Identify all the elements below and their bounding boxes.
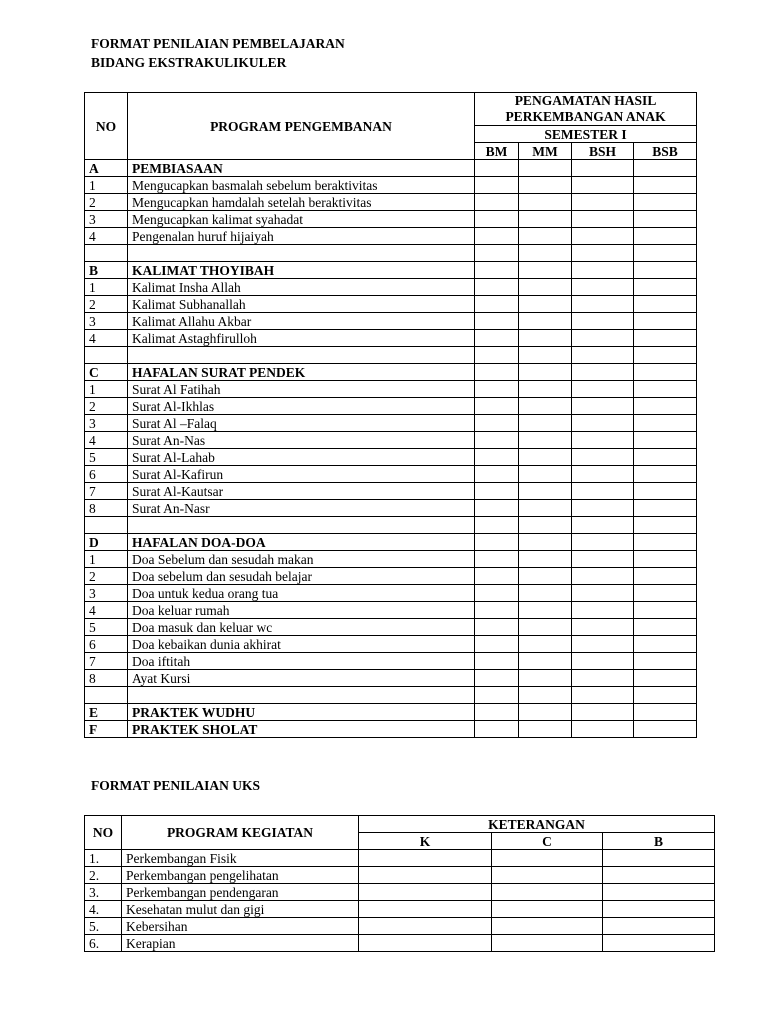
- uks-item-text: Kebersihan: [122, 918, 359, 935]
- item-grade-cell: [572, 500, 634, 517]
- table-row: [85, 884, 715, 901]
- section-title: PEMBIASAAN: [128, 160, 475, 177]
- table-row: [85, 867, 715, 884]
- uks-grade-header-c: C: [492, 833, 603, 850]
- item-grade-cell: [519, 449, 572, 466]
- item-grade-cell: [572, 449, 634, 466]
- table-row: [85, 466, 697, 483]
- uks-column-group-header-remarks: KETERANGAN: [359, 816, 715, 833]
- uks-grade-header-k: K: [359, 833, 492, 850]
- item-number: 1: [85, 279, 128, 296]
- item-grade-cell: [634, 466, 697, 483]
- item-grade-cell: [519, 653, 572, 670]
- item-grade-cell: [572, 483, 634, 500]
- item-number: 1: [85, 551, 128, 568]
- uks-grade-cell: [603, 901, 715, 918]
- spacer-grade-cell: [519, 687, 572, 704]
- item-grade-cell: [634, 636, 697, 653]
- item-grade-cell: [634, 585, 697, 602]
- item-grade-cell: [572, 398, 634, 415]
- item-number: 8: [85, 670, 128, 687]
- item-grade-cell: [572, 279, 634, 296]
- item-number: 3: [85, 211, 128, 228]
- uks-item-number: 1.: [85, 850, 122, 867]
- grade-header-bm: BM: [475, 143, 519, 160]
- table-row: [85, 619, 697, 636]
- table-row: [85, 602, 697, 619]
- item-text: Mengucapkan hamdalah setelah beraktivitas: [128, 194, 475, 211]
- uks-table-body: [85, 850, 715, 952]
- item-number: 2: [85, 296, 128, 313]
- item-number: 8: [85, 500, 128, 517]
- assessment-table-body: [85, 160, 697, 738]
- table-row: [85, 211, 697, 228]
- item-text: Pengenalan huruf hijaiyah: [128, 228, 475, 245]
- spacer-cell: [85, 347, 128, 364]
- spacer-grade-cell: [475, 347, 519, 364]
- item-text: Doa iftitah: [128, 653, 475, 670]
- item-grade-cell: [519, 381, 572, 398]
- item-text: Kalimat Subhanallah: [128, 296, 475, 313]
- item-grade-cell: [519, 211, 572, 228]
- section-header-row: [85, 364, 697, 381]
- section-grade-cell: [519, 364, 572, 381]
- spacer-cell: [128, 347, 475, 364]
- section-grade-cell: [475, 721, 519, 738]
- item-number: 3: [85, 415, 128, 432]
- item-grade-cell: [634, 619, 697, 636]
- form-title-line-1: FORMAT PENILAIAN PEMBELAJARAN: [91, 36, 345, 51]
- item-grade-cell: [519, 194, 572, 211]
- item-grade-cell: [634, 432, 697, 449]
- item-number: 7: [85, 483, 128, 500]
- item-text: Doa sebelum dan sesudah belajar: [128, 568, 475, 585]
- item-grade-cell: [475, 670, 519, 687]
- uks-grade-cell: [359, 901, 492, 918]
- item-grade-cell: [634, 228, 697, 245]
- item-number: 4: [85, 432, 128, 449]
- item-grade-cell: [519, 432, 572, 449]
- spacer-grade-cell: [572, 517, 634, 534]
- section-grade-cell: [572, 534, 634, 551]
- grade-header-bsh: BSH: [572, 143, 634, 160]
- section-header-row: [85, 704, 697, 721]
- column-group-header-observation: PENGAMATAN HASIL PERKEMBANGAN ANAK: [475, 93, 697, 126]
- section-grade-cell: [519, 721, 572, 738]
- item-grade-cell: [634, 602, 697, 619]
- item-grade-cell: [519, 670, 572, 687]
- item-text: Surat An-Nasr: [128, 500, 475, 517]
- table-row: [85, 483, 697, 500]
- item-grade-cell: [572, 415, 634, 432]
- uks-grade-cell: [603, 935, 715, 952]
- section-grade-cell: [519, 160, 572, 177]
- item-grade-cell: [475, 177, 519, 194]
- item-grade-cell: [572, 585, 634, 602]
- spacer-grade-cell: [572, 245, 634, 262]
- item-grade-cell: [519, 551, 572, 568]
- item-text: Ayat Kursi: [128, 670, 475, 687]
- item-grade-cell: [519, 619, 572, 636]
- item-text: Doa kebaikan dunia akhirat: [128, 636, 475, 653]
- section-grade-cell: [475, 364, 519, 381]
- spacer-grade-cell: [634, 347, 697, 364]
- item-grade-cell: [475, 432, 519, 449]
- uks-grade-cell: [603, 918, 715, 935]
- item-grade-cell: [519, 398, 572, 415]
- item-number: 3: [85, 585, 128, 602]
- table-row: [85, 228, 697, 245]
- uks-grade-header-b: B: [603, 833, 715, 850]
- item-grade-cell: [475, 313, 519, 330]
- item-grade-cell: [475, 653, 519, 670]
- item-grade-cell: [572, 211, 634, 228]
- item-grade-cell: [475, 296, 519, 313]
- item-grade-cell: [572, 432, 634, 449]
- item-grade-cell: [475, 449, 519, 466]
- item-grade-cell: [519, 313, 572, 330]
- uks-grade-cell: [492, 884, 603, 901]
- spacer-cell: [128, 687, 475, 704]
- assessment-table-extracurricular: [84, 92, 697, 738]
- spacer-grade-cell: [475, 517, 519, 534]
- spacer-cell: [85, 687, 128, 704]
- spacer-grade-cell: [519, 245, 572, 262]
- item-grade-cell: [572, 177, 634, 194]
- uks-item-number: 4.: [85, 901, 122, 918]
- item-text: Kalimat Insha Allah: [128, 279, 475, 296]
- section-grade-cell: [634, 704, 697, 721]
- spacer-row: [85, 517, 697, 534]
- uks-item-number: 6.: [85, 935, 122, 952]
- table-row: [85, 296, 697, 313]
- table-row: [85, 330, 697, 347]
- section-grade-cell: [634, 160, 697, 177]
- spacer-grade-cell: [634, 245, 697, 262]
- item-grade-cell: [475, 330, 519, 347]
- item-grade-cell: [634, 415, 697, 432]
- item-text: Surat Al-Kautsar: [128, 483, 475, 500]
- item-number: 1: [85, 177, 128, 194]
- item-grade-cell: [475, 211, 519, 228]
- section-code: B: [85, 262, 128, 279]
- section-header-row: [85, 534, 697, 551]
- table-row: [85, 177, 697, 194]
- section-header-row: [85, 721, 697, 738]
- item-grade-cell: [475, 483, 519, 500]
- section-code: E: [85, 704, 128, 721]
- section-grade-cell: [572, 160, 634, 177]
- section-grade-cell: [519, 534, 572, 551]
- spacer-cell: [85, 245, 128, 262]
- uks-grade-cell: [359, 867, 492, 884]
- uks-grade-cell: [359, 935, 492, 952]
- item-grade-cell: [634, 653, 697, 670]
- uks-grade-cell: [492, 867, 603, 884]
- section-code: D: [85, 534, 128, 551]
- spacer-grade-cell: [634, 687, 697, 704]
- item-grade-cell: [634, 500, 697, 517]
- item-text: Kalimat Astaghfirulloh: [128, 330, 475, 347]
- item-grade-cell: [572, 296, 634, 313]
- item-grade-cell: [572, 636, 634, 653]
- spacer-cell: [128, 517, 475, 534]
- item-number: 1: [85, 381, 128, 398]
- item-text: Doa untuk kedua orang tua: [128, 585, 475, 602]
- item-grade-cell: [475, 602, 519, 619]
- table-row: [85, 449, 697, 466]
- table-row: [85, 901, 715, 918]
- table-row: [85, 194, 697, 211]
- table-row: [85, 935, 715, 952]
- item-grade-cell: [519, 330, 572, 347]
- item-grade-cell: [572, 330, 634, 347]
- uks-grade-cell: [359, 850, 492, 867]
- spacer-grade-cell: [572, 687, 634, 704]
- uks-grade-cell: [492, 901, 603, 918]
- section-grade-cell: [572, 364, 634, 381]
- uks-column-header-no: NO: [85, 816, 122, 850]
- item-grade-cell: [519, 279, 572, 296]
- uks-grade-cell: [603, 850, 715, 867]
- item-grade-cell: [572, 619, 634, 636]
- section-grade-cell: [634, 721, 697, 738]
- section-grade-cell: [475, 262, 519, 279]
- item-grade-cell: [634, 670, 697, 687]
- item-grade-cell: [475, 228, 519, 245]
- uks-item-text: Kesehatan mulut dan gigi: [122, 901, 359, 918]
- column-header-no: NO: [85, 93, 128, 160]
- item-grade-cell: [475, 500, 519, 517]
- item-text: Surat An-Nas: [128, 432, 475, 449]
- uks-grade-cell: [492, 850, 603, 867]
- item-grade-cell: [634, 177, 697, 194]
- table-row: [85, 500, 697, 517]
- item-grade-cell: [519, 585, 572, 602]
- item-text: Surat Al-Kafirun: [128, 466, 475, 483]
- item-number: 5: [85, 619, 128, 636]
- grade-header-mm: MM: [519, 143, 572, 160]
- grade-header-bsb: BSB: [634, 143, 697, 160]
- section-header-row: [85, 262, 697, 279]
- item-grade-cell: [634, 279, 697, 296]
- section-grade-cell: [475, 534, 519, 551]
- section-grade-cell: [475, 160, 519, 177]
- section-grade-cell: [634, 364, 697, 381]
- section-title: KALIMAT THOYIBAH: [128, 262, 475, 279]
- item-grade-cell: [475, 466, 519, 483]
- table-row: [85, 381, 697, 398]
- table-row: [85, 313, 697, 330]
- item-grade-cell: [634, 296, 697, 313]
- item-grade-cell: [634, 313, 697, 330]
- item-number: 3: [85, 313, 128, 330]
- uks-grade-cell: [359, 918, 492, 935]
- table-row: [85, 585, 697, 602]
- item-text: Surat Al Fatihah: [128, 381, 475, 398]
- item-grade-cell: [634, 330, 697, 347]
- item-grade-cell: [519, 228, 572, 245]
- section-grade-cell: [475, 704, 519, 721]
- uks-item-text: Perkembangan Fisik: [122, 850, 359, 867]
- section-grade-cell: [634, 262, 697, 279]
- item-text: Surat Al-Lahab: [128, 449, 475, 466]
- item-grade-cell: [475, 568, 519, 585]
- section-grade-cell: [572, 704, 634, 721]
- section-grade-cell: [519, 704, 572, 721]
- uks-item-number: 3.: [85, 884, 122, 901]
- item-grade-cell: [572, 194, 634, 211]
- item-text: Mengucapkan kalimat syahadat: [128, 211, 475, 228]
- spacer-row: [85, 687, 697, 704]
- section-grade-cell: [634, 534, 697, 551]
- uks-item-text: Perkembangan pendengaran: [122, 884, 359, 901]
- item-number: 2: [85, 194, 128, 211]
- item-text: Doa masuk dan keluar wc: [128, 619, 475, 636]
- item-number: 4: [85, 330, 128, 347]
- spacer-grade-cell: [634, 517, 697, 534]
- table-row: [85, 279, 697, 296]
- table-row: [85, 415, 697, 432]
- section-grade-cell: [572, 262, 634, 279]
- table-row: [85, 653, 697, 670]
- item-grade-cell: [572, 670, 634, 687]
- item-grade-cell: [519, 466, 572, 483]
- table-row: [85, 432, 697, 449]
- item-grade-cell: [634, 568, 697, 585]
- uks-grade-cell: [603, 867, 715, 884]
- item-number: 2: [85, 398, 128, 415]
- item-text: Mengucapkan basmalah sebelum beraktivitas: [128, 177, 475, 194]
- item-grade-cell: [572, 568, 634, 585]
- table-row: [85, 670, 697, 687]
- item-grade-cell: [572, 551, 634, 568]
- spacer-grade-cell: [475, 687, 519, 704]
- column-header-program: PROGRAM PENGEMBANAN: [128, 93, 475, 160]
- assessment-table-uks: [84, 815, 715, 952]
- uks-grade-cell: [603, 884, 715, 901]
- item-grade-cell: [572, 602, 634, 619]
- item-number: 6: [85, 466, 128, 483]
- item-grade-cell: [475, 636, 519, 653]
- item-grade-cell: [634, 194, 697, 211]
- section-grade-cell: [519, 262, 572, 279]
- item-number: 4: [85, 602, 128, 619]
- section-header-row: [85, 160, 697, 177]
- item-text: Surat Al –Falaq: [128, 415, 475, 432]
- item-grade-cell: [519, 296, 572, 313]
- section-grade-cell: [572, 721, 634, 738]
- item-grade-cell: [519, 177, 572, 194]
- table-row: [85, 850, 715, 867]
- item-grade-cell: [634, 211, 697, 228]
- item-grade-cell: [634, 398, 697, 415]
- table-row: [85, 551, 697, 568]
- item-grade-cell: [475, 398, 519, 415]
- section-code: F: [85, 721, 128, 738]
- item-text: Surat Al-Ikhlas: [128, 398, 475, 415]
- uks-column-header-program: PROGRAM KEGIATAN: [122, 816, 359, 850]
- table-row: [85, 918, 715, 935]
- item-grade-cell: [634, 381, 697, 398]
- spacer-cell: [85, 517, 128, 534]
- table-row: [85, 636, 697, 653]
- item-grade-cell: [519, 602, 572, 619]
- item-grade-cell: [475, 194, 519, 211]
- uks-item-number: 5.: [85, 918, 122, 935]
- item-grade-cell: [475, 585, 519, 602]
- item-text: Doa keluar rumah: [128, 602, 475, 619]
- item-grade-cell: [572, 466, 634, 483]
- item-grade-cell: [519, 500, 572, 517]
- item-grade-cell: [475, 279, 519, 296]
- item-grade-cell: [475, 551, 519, 568]
- item-grade-cell: [572, 653, 634, 670]
- item-grade-cell: [519, 636, 572, 653]
- item-number: 4: [85, 228, 128, 245]
- item-grade-cell: [475, 415, 519, 432]
- item-grade-cell: [519, 568, 572, 585]
- item-number: 7: [85, 653, 128, 670]
- item-text: Kalimat Allahu Akbar: [128, 313, 475, 330]
- spacer-grade-cell: [519, 517, 572, 534]
- section-code: A: [85, 160, 128, 177]
- item-grade-cell: [475, 381, 519, 398]
- spacer-grade-cell: [519, 347, 572, 364]
- uks-grade-cell: [492, 935, 603, 952]
- spacer-grade-cell: [572, 347, 634, 364]
- item-grade-cell: [519, 415, 572, 432]
- uks-form-title: FORMAT PENILAIAN UKS: [91, 778, 261, 793]
- section-code: C: [85, 364, 128, 381]
- item-text: Doa Sebelum dan sesudah makan: [128, 551, 475, 568]
- item-grade-cell: [572, 228, 634, 245]
- item-number: 6: [85, 636, 128, 653]
- section-title: HAFALAN SURAT PENDEK: [128, 364, 475, 381]
- item-number: 2: [85, 568, 128, 585]
- section-title: HAFALAN DOA-DOA: [128, 534, 475, 551]
- spacer-row: [85, 245, 697, 262]
- uks-grade-cell: [492, 918, 603, 935]
- form-title-line-2: BIDANG EKSTRAKULIKULER: [91, 55, 287, 70]
- table-row: [85, 568, 697, 585]
- item-grade-cell: [572, 313, 634, 330]
- uks-item-text: Kerapian: [122, 935, 359, 952]
- item-grade-cell: [519, 483, 572, 500]
- item-number: 5: [85, 449, 128, 466]
- semester-header: SEMESTER I: [475, 126, 697, 143]
- section-title: PRAKTEK SHOLAT: [128, 721, 475, 738]
- uks-item-text: Perkembangan pengelihatan: [122, 867, 359, 884]
- spacer-cell: [128, 245, 475, 262]
- item-grade-cell: [634, 483, 697, 500]
- item-grade-cell: [634, 449, 697, 466]
- uks-grade-cell: [359, 884, 492, 901]
- item-grade-cell: [572, 381, 634, 398]
- spacer-grade-cell: [475, 245, 519, 262]
- table-row: [85, 398, 697, 415]
- spacer-row: [85, 347, 697, 364]
- item-grade-cell: [634, 551, 697, 568]
- uks-item-number: 2.: [85, 867, 122, 884]
- item-grade-cell: [475, 619, 519, 636]
- section-title: PRAKTEK WUDHU: [128, 704, 475, 721]
